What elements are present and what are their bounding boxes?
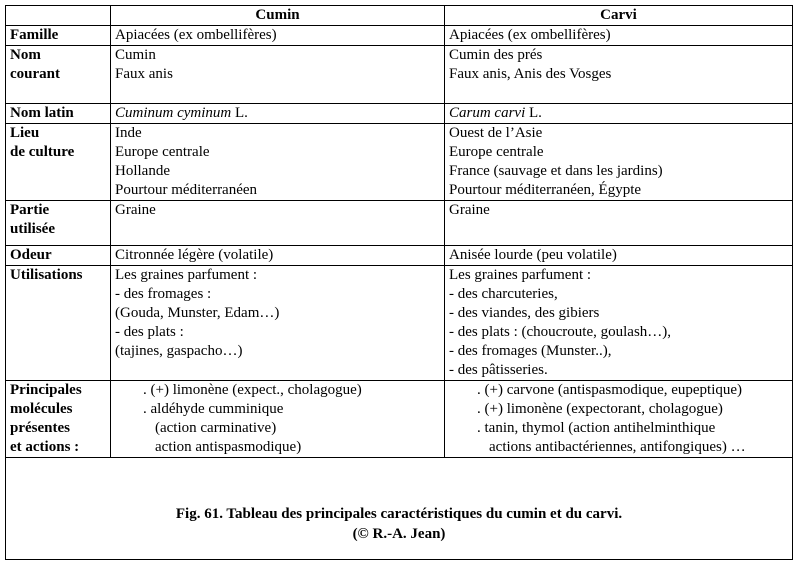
famille-carvi: Apiacées (ex ombellifères): [445, 26, 793, 46]
corner-cell: [6, 6, 111, 26]
cell-line: Faux anis, Anis des Vosges: [449, 66, 612, 82]
row-lieu: [6, 124, 793, 201]
header-row: [6, 6, 793, 26]
caption-credit: (© R.-A. Jean): [352, 526, 446, 542]
label-nom-courant: [6, 46, 111, 104]
label-nom-latin: Nom latin: [6, 104, 111, 124]
cell-line: - des charcuteries,: [449, 286, 558, 302]
cell-line: Cumin: [115, 47, 156, 63]
cell-line: Hollande: [115, 163, 170, 179]
comparison-table: [5, 5, 793, 458]
caption-title: Fig. 61. Tableau des principales caractéristiques du cumin et du carvi.: [175, 506, 623, 522]
odeur-carvi: Anisée lourde (peu volatile): [445, 246, 793, 266]
label-lieu: [6, 124, 111, 201]
cell-line: Europe centrale: [449, 144, 544, 160]
cell-line: - des pâtisseries.: [449, 362, 548, 378]
partie-cumin: Graine: [111, 201, 445, 246]
cell-line: Les graines parfument :: [115, 267, 258, 283]
label-line: Partie: [10, 202, 50, 218]
cell-line: Faux anis: [115, 66, 173, 82]
cell-line: (Gouda, Munster, Edam…): [115, 305, 280, 321]
label-odeur: Odeur: [6, 246, 111, 266]
molecules-carvi: [445, 381, 793, 458]
label-line: et actions :: [10, 439, 80, 455]
partie-carvi: Graine: [445, 201, 793, 246]
utilisations-cumin: [111, 266, 445, 381]
row-molecules: [6, 381, 793, 458]
label-line: de culture: [10, 144, 75, 160]
header-cumin: Cumin: [111, 6, 445, 26]
lieu-cumin: [111, 124, 445, 201]
cell-line: - des fromages (Munster..),: [449, 343, 612, 359]
nom-latin-carvi: [445, 104, 793, 124]
molecules-cumin: [111, 381, 445, 458]
figure-caption: [5, 504, 793, 544]
cell-line: . (+) limonène (expect., cholagogue): [143, 382, 362, 398]
cell-line: Pourtour méditerranéen, Égypte: [449, 182, 642, 198]
cell-line: - des viandes, des gibiers: [449, 305, 600, 321]
cell-line: - des fromages :: [115, 286, 212, 302]
cell-line: . (+) carvone (antispasmodique, eupeptique): [477, 382, 743, 398]
cell-line: - des plats : (choucroute, goulash…),: [449, 324, 672, 340]
label-molecules: [6, 381, 111, 458]
label-line: présentes: [10, 420, 70, 436]
label-utilisations: Utilisations: [6, 266, 111, 381]
cell-line: (tajines, gaspacho…): [115, 343, 243, 359]
cell-line: Pourtour méditerranéen: [115, 182, 258, 198]
latin-author: L.: [231, 105, 248, 121]
label-partie: [6, 201, 111, 246]
label-line: utilisée: [10, 221, 55, 237]
label-line: Principales: [10, 382, 82, 398]
cell-line: . aldéhyde cumminique: [143, 401, 284, 417]
label-line: Nom: [10, 47, 41, 63]
row-partie: [6, 201, 793, 246]
cell-line: Les graines parfument :: [449, 267, 592, 283]
cell-line: Europe centrale: [115, 144, 210, 160]
famille-cumin: Apiacées (ex ombellifères): [111, 26, 445, 46]
odeur-cumin: Citronnée légère (volatile): [111, 246, 445, 266]
nom-courant-carvi: [445, 46, 793, 104]
label-line: Lieu: [10, 125, 40, 141]
cell-line: actions antibactériennes, antifongiques) …: [489, 439, 746, 455]
cell-line: - des plats :: [115, 324, 184, 340]
nom-courant-cumin: [111, 46, 445, 104]
cell-line: (action carminative): [155, 420, 277, 436]
utilisations-carvi: [445, 266, 793, 381]
cell-line: . (+) limonène (expectorant, cholagogue): [477, 401, 723, 417]
lieu-carvi: [445, 124, 793, 201]
label-famille: Famille: [6, 26, 111, 46]
cell-line: Cumin des prés: [449, 47, 543, 63]
cell-line: France (sauvage et dans les jardins): [449, 163, 663, 179]
nom-latin-cumin: [111, 104, 445, 124]
cell-line: Inde: [115, 125, 142, 141]
latin-name: Cuminum cyminum: [115, 105, 232, 121]
row-utilisations: [6, 266, 793, 381]
label-line: molécules: [10, 401, 73, 417]
row-famille: [6, 26, 793, 46]
cell-line: Ouest de l’Asie: [449, 125, 543, 141]
cell-line: action antispasmodique): [155, 439, 302, 455]
latin-name: Carum carvi: [449, 105, 526, 121]
row-nom-latin: [6, 104, 793, 124]
row-nom-courant: [6, 46, 793, 104]
header-carvi: Carvi: [445, 6, 793, 26]
latin-author: L.: [525, 105, 542, 121]
label-line: courant: [10, 66, 60, 82]
row-odeur: [6, 246, 793, 266]
cell-line: . tanin, thymol (action antihelminthique: [477, 420, 716, 436]
